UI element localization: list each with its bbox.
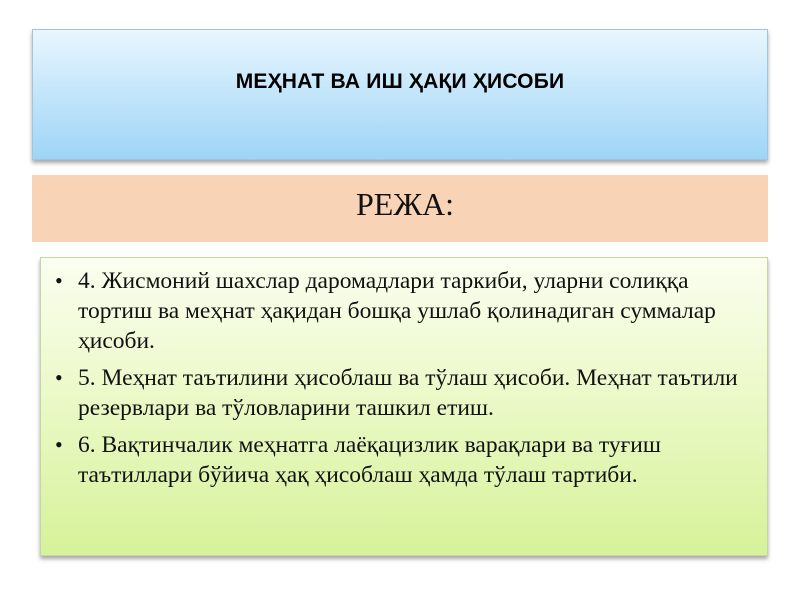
list-item — [41, 363, 753, 423]
slide-title: МЕҲНАТ ВА ИШ ҲАҚИ ҲИСОБИ — [235, 69, 565, 93]
list-item-text: 6. Вақтинчалик меҳнатга лаёқацизлик варақлари ва туғиш таътиллари бўйича ҳақ ҳисоблаш ҳамда тўлаш тартиби. — [78, 432, 661, 488]
list-item — [41, 266, 753, 356]
plan-list — [41, 258, 767, 490]
slide-subtitle: РЕЖА: — [355, 186, 454, 222]
list-item-text: 4. Жисмоний шахслар даромадлари таркиби, уларни солиққа тортиш ва меҳнат ҳақидан бошқа ушлаб қолинадиган суммалар ҳисоби. — [78, 268, 716, 354]
bullet-icon: • — [55, 432, 63, 457]
list-item-text: 5. Меҳнат таътилини ҳисоблаш ва тўлаш ҳисоби. Меҳнат таътили резервлари ва тўловларини ташкил етиш. — [78, 365, 738, 421]
subtitle-box — [32, 175, 768, 242]
content-box — [40, 257, 768, 556]
list-item — [41, 430, 753, 490]
title-box — [32, 29, 768, 160]
bullet-icon: • — [55, 365, 63, 390]
bullet-icon: • — [55, 268, 63, 293]
